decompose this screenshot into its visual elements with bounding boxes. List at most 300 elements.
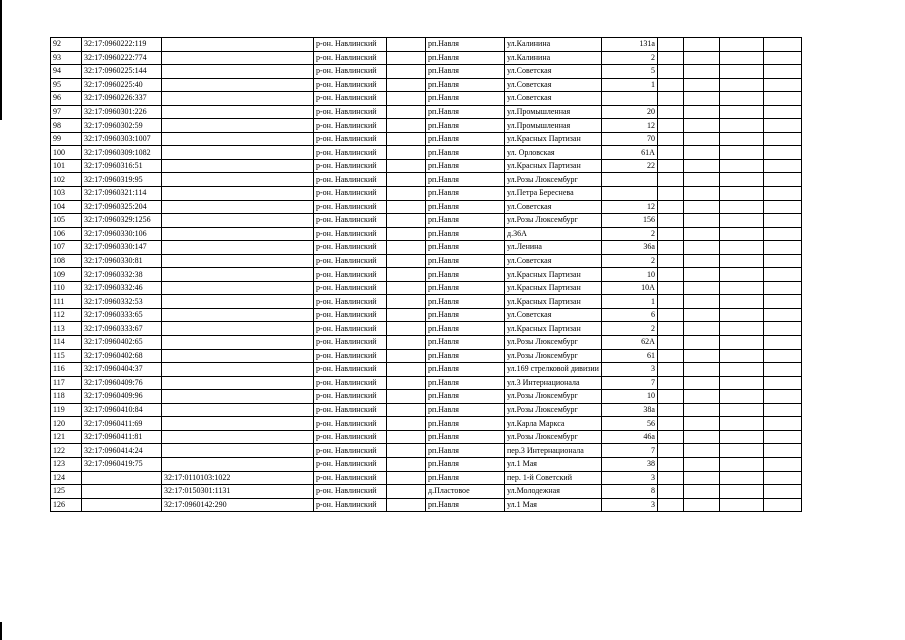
empty-cell bbox=[683, 132, 719, 146]
house-number-cell: 38 bbox=[601, 457, 657, 471]
house-number-cell: 2 bbox=[601, 254, 657, 268]
row-number-cell: 112 bbox=[51, 308, 82, 322]
row-number-cell: 114 bbox=[51, 336, 82, 350]
house-number-cell: 2 bbox=[601, 322, 657, 336]
house-number-cell: 6 bbox=[601, 308, 657, 322]
street-cell: ул. Орловская bbox=[505, 146, 602, 160]
empty-cell bbox=[683, 403, 719, 417]
empty-cell bbox=[657, 308, 683, 322]
district-cell: р-он. Навлинский bbox=[314, 363, 387, 377]
street-cell: ул.Советская bbox=[505, 254, 602, 268]
house-number-cell bbox=[601, 187, 657, 201]
empty-cell bbox=[683, 200, 719, 214]
row-number-cell: 109 bbox=[51, 268, 82, 282]
empty-cell bbox=[387, 38, 426, 52]
empty-cell bbox=[763, 119, 801, 133]
cadastral-number-alt-cell bbox=[162, 430, 314, 444]
empty-cell bbox=[683, 471, 719, 485]
table-row bbox=[51, 295, 802, 309]
empty-cell bbox=[683, 376, 719, 390]
empty-cell bbox=[657, 187, 683, 201]
empty-cell bbox=[387, 390, 426, 404]
row-number-cell: 110 bbox=[51, 281, 82, 295]
empty-cell bbox=[683, 254, 719, 268]
cadastral-number-cell: 32:17:0960409:76 bbox=[82, 376, 162, 390]
empty-cell bbox=[763, 403, 801, 417]
empty-cell bbox=[657, 403, 683, 417]
locality-cell: рп.Навля bbox=[426, 254, 505, 268]
empty-cell bbox=[683, 268, 719, 282]
locality-cell: рп.Навля bbox=[426, 390, 505, 404]
district-cell: р-он. Навлинский bbox=[314, 417, 387, 431]
district-cell: р-он. Навлинский bbox=[314, 38, 387, 52]
cadastral-number-alt-cell bbox=[162, 403, 314, 417]
street-cell: ул.Промышленная bbox=[505, 105, 602, 119]
district-cell: р-он. Навлинский bbox=[314, 457, 387, 471]
cadastral-number-cell: 32:17:0960414:24 bbox=[82, 444, 162, 458]
house-number-cell: 10 bbox=[601, 390, 657, 404]
street-cell: ул.Молодежная bbox=[505, 485, 602, 499]
empty-cell bbox=[763, 187, 801, 201]
row-number-cell: 121 bbox=[51, 430, 82, 444]
row-number-cell: 106 bbox=[51, 227, 82, 241]
table-row bbox=[51, 254, 802, 268]
cadastral-number-alt-cell bbox=[162, 376, 314, 390]
empty-cell bbox=[387, 254, 426, 268]
cadastral-number-cell: 32:17:0960332:38 bbox=[82, 268, 162, 282]
district-cell: р-он. Навлинский bbox=[314, 295, 387, 309]
cadastral-number-cell bbox=[82, 485, 162, 499]
empty-cell bbox=[763, 295, 801, 309]
cadastral-number-cell: 32:17:0960222:774 bbox=[82, 51, 162, 65]
house-number-cell: 36а bbox=[601, 241, 657, 255]
house-number-cell bbox=[601, 173, 657, 187]
cadastral-number-alt-cell bbox=[162, 65, 314, 79]
empty-cell bbox=[657, 200, 683, 214]
street-cell: ул.Розы Люксембург bbox=[505, 390, 602, 404]
empty-cell bbox=[683, 295, 719, 309]
empty-cell bbox=[387, 187, 426, 201]
empty-cell bbox=[719, 376, 763, 390]
locality-cell: рп.Навля bbox=[426, 376, 505, 390]
locality-cell: рп.Навля bbox=[426, 417, 505, 431]
table-row bbox=[51, 363, 802, 377]
house-number-cell: 70 bbox=[601, 132, 657, 146]
table-row bbox=[51, 65, 802, 79]
empty-cell bbox=[683, 119, 719, 133]
locality-cell: рп.Навля bbox=[426, 268, 505, 282]
empty-cell bbox=[683, 187, 719, 201]
empty-cell bbox=[719, 132, 763, 146]
empty-cell bbox=[763, 322, 801, 336]
locality-cell: рп.Навля bbox=[426, 308, 505, 322]
row-number-cell: 97 bbox=[51, 105, 82, 119]
house-number-cell: 12 bbox=[601, 119, 657, 133]
cadastral-number-alt-cell bbox=[162, 159, 314, 173]
row-number-cell: 113 bbox=[51, 322, 82, 336]
house-number-cell: 7 bbox=[601, 444, 657, 458]
street-cell: ул.Калинина bbox=[505, 38, 602, 52]
empty-cell bbox=[763, 498, 801, 512]
row-number-cell: 98 bbox=[51, 119, 82, 133]
row-number-cell: 99 bbox=[51, 132, 82, 146]
house-number-cell: 7 bbox=[601, 376, 657, 390]
table-row bbox=[51, 241, 802, 255]
cadastral-number-alt-cell bbox=[162, 308, 314, 322]
registry-table-body bbox=[51, 38, 802, 512]
empty-cell bbox=[683, 363, 719, 377]
locality-cell: рп.Навля bbox=[426, 444, 505, 458]
cadastral-number-alt-cell: 32:17:0110103:1022 bbox=[162, 471, 314, 485]
empty-cell bbox=[719, 51, 763, 65]
table-row bbox=[51, 200, 802, 214]
cadastral-number-alt-cell: 32:17:0150301:1131 bbox=[162, 485, 314, 499]
empty-cell bbox=[657, 349, 683, 363]
empty-cell bbox=[387, 119, 426, 133]
street-cell: ул.1 Мая bbox=[505, 457, 602, 471]
table-row bbox=[51, 444, 802, 458]
empty-cell bbox=[763, 390, 801, 404]
district-cell: р-он. Навлинский bbox=[314, 485, 387, 499]
empty-cell bbox=[683, 51, 719, 65]
cadastral-number-cell: 32:17:0960319:95 bbox=[82, 173, 162, 187]
registry-table bbox=[50, 37, 802, 512]
empty-cell bbox=[763, 92, 801, 106]
cadastral-number-cell: 32:17:0960325:204 bbox=[82, 200, 162, 214]
empty-cell bbox=[719, 200, 763, 214]
cadastral-number-alt-cell bbox=[162, 363, 314, 377]
table-row bbox=[51, 376, 802, 390]
district-cell: р-он. Навлинский bbox=[314, 173, 387, 187]
locality-cell: рп.Навля bbox=[426, 78, 505, 92]
locality-cell: рп.Навля bbox=[426, 132, 505, 146]
district-cell: р-он. Навлинский bbox=[314, 132, 387, 146]
empty-cell bbox=[683, 38, 719, 52]
street-cell: ул.Советская bbox=[505, 308, 602, 322]
street-cell: ул.Промышленная bbox=[505, 119, 602, 133]
table-row bbox=[51, 430, 802, 444]
empty-cell bbox=[657, 51, 683, 65]
cadastral-number-cell: 32:17:0960302:59 bbox=[82, 119, 162, 133]
house-number-cell: 2 bbox=[601, 227, 657, 241]
street-cell: ул.169 стрелковой дивизии bbox=[505, 363, 602, 377]
street-cell: ул.Ленина bbox=[505, 241, 602, 255]
empty-cell bbox=[683, 349, 719, 363]
empty-cell bbox=[763, 173, 801, 187]
table-row bbox=[51, 92, 802, 106]
empty-cell bbox=[683, 322, 719, 336]
locality-cell: рп.Навля bbox=[426, 457, 505, 471]
cadastral-number-alt-cell bbox=[162, 146, 314, 160]
empty-cell bbox=[683, 498, 719, 512]
house-number-cell bbox=[601, 92, 657, 106]
street-cell: ул.Калинина bbox=[505, 51, 602, 65]
empty-cell bbox=[683, 390, 719, 404]
empty-cell bbox=[683, 417, 719, 431]
cadastral-number-alt-cell bbox=[162, 38, 314, 52]
locality-cell: рп.Навля bbox=[426, 295, 505, 309]
cadastral-number-cell: 32:17:0960409:96 bbox=[82, 390, 162, 404]
house-number-cell: 62А bbox=[601, 336, 657, 350]
house-number-cell: 22 bbox=[601, 159, 657, 173]
empty-cell bbox=[719, 322, 763, 336]
empty-cell bbox=[387, 65, 426, 79]
district-cell: р-он. Навлинский bbox=[314, 308, 387, 322]
cadastral-number-cell bbox=[82, 498, 162, 512]
table-row bbox=[51, 498, 802, 512]
row-number-cell: 126 bbox=[51, 498, 82, 512]
cadastral-number-alt-cell bbox=[162, 78, 314, 92]
district-cell: р-он. Навлинский bbox=[314, 390, 387, 404]
row-number-cell: 104 bbox=[51, 200, 82, 214]
empty-cell bbox=[657, 363, 683, 377]
empty-cell bbox=[387, 403, 426, 417]
row-number-cell: 117 bbox=[51, 376, 82, 390]
empty-cell bbox=[719, 241, 763, 255]
cadastral-number-cell: 32:17:0960225:40 bbox=[82, 78, 162, 92]
locality-cell: рп.Навля bbox=[426, 146, 505, 160]
cadastral-number-cell: 32:17:0960330:81 bbox=[82, 254, 162, 268]
district-cell: р-он. Навлинский bbox=[314, 336, 387, 350]
empty-cell bbox=[657, 390, 683, 404]
empty-cell bbox=[719, 92, 763, 106]
empty-cell bbox=[387, 430, 426, 444]
district-cell: р-он. Навлинский bbox=[314, 92, 387, 106]
house-number-cell: 131а bbox=[601, 38, 657, 52]
cadastral-number-alt-cell bbox=[162, 268, 314, 282]
empty-cell bbox=[719, 485, 763, 499]
empty-cell bbox=[657, 268, 683, 282]
row-number-cell: 94 bbox=[51, 65, 82, 79]
empty-cell bbox=[387, 241, 426, 255]
empty-cell bbox=[763, 417, 801, 431]
empty-cell bbox=[657, 322, 683, 336]
empty-cell bbox=[683, 308, 719, 322]
locality-cell: рп.Навля bbox=[426, 471, 505, 485]
row-number-cell: 95 bbox=[51, 78, 82, 92]
row-number-cell: 119 bbox=[51, 403, 82, 417]
cadastral-number-cell: 32:17:0960330:147 bbox=[82, 241, 162, 255]
empty-cell bbox=[683, 214, 719, 228]
street-cell: ул.Красных Партизан bbox=[505, 132, 602, 146]
empty-cell bbox=[719, 444, 763, 458]
district-cell: р-он. Навлинский bbox=[314, 349, 387, 363]
cadastral-number-alt-cell bbox=[162, 281, 314, 295]
locality-cell: рп.Навля bbox=[426, 38, 505, 52]
empty-cell bbox=[657, 214, 683, 228]
street-cell: д.36А bbox=[505, 227, 602, 241]
locality-cell: рп.Навля bbox=[426, 227, 505, 241]
row-number-cell: 105 bbox=[51, 214, 82, 228]
empty-cell bbox=[763, 485, 801, 499]
house-number-cell: 12 bbox=[601, 200, 657, 214]
district-cell: р-он. Навлинский bbox=[314, 146, 387, 160]
street-cell: ул.Розы Люксембург bbox=[505, 336, 602, 350]
district-cell: р-он. Навлинский bbox=[314, 268, 387, 282]
cadastral-number-cell: 32:17:0960222:119 bbox=[82, 38, 162, 52]
district-cell: р-он. Навлинский bbox=[314, 241, 387, 255]
empty-cell bbox=[387, 105, 426, 119]
district-cell: р-он. Навлинский bbox=[314, 200, 387, 214]
row-number-cell: 124 bbox=[51, 471, 82, 485]
empty-cell bbox=[657, 119, 683, 133]
cadastral-number-alt-cell bbox=[162, 322, 314, 336]
locality-cell: рп.Навля bbox=[426, 92, 505, 106]
district-cell: р-он. Навлинский bbox=[314, 322, 387, 336]
street-cell: ул.Советская bbox=[505, 92, 602, 106]
row-number-cell: 123 bbox=[51, 457, 82, 471]
table-row bbox=[51, 146, 802, 160]
empty-cell bbox=[763, 254, 801, 268]
street-cell: ул.Петра Береснева bbox=[505, 187, 602, 201]
table-row bbox=[51, 349, 802, 363]
locality-cell: рп.Навля bbox=[426, 51, 505, 65]
cadastral-number-alt-cell bbox=[162, 227, 314, 241]
empty-cell bbox=[763, 349, 801, 363]
district-cell: р-он. Навлинский bbox=[314, 227, 387, 241]
house-number-cell: 61 bbox=[601, 349, 657, 363]
empty-cell bbox=[657, 105, 683, 119]
empty-cell bbox=[387, 336, 426, 350]
district-cell: р-он. Навлинский bbox=[314, 187, 387, 201]
locality-cell: рп.Навля bbox=[426, 159, 505, 173]
cadastral-number-alt-cell bbox=[162, 214, 314, 228]
empty-cell bbox=[763, 281, 801, 295]
district-cell: р-он. Навлинский bbox=[314, 78, 387, 92]
district-cell: р-он. Навлинский bbox=[314, 281, 387, 295]
empty-cell bbox=[657, 471, 683, 485]
empty-cell bbox=[657, 159, 683, 173]
empty-cell bbox=[763, 241, 801, 255]
empty-cell bbox=[657, 336, 683, 350]
locality-cell: рп.Навля bbox=[426, 187, 505, 201]
empty-cell bbox=[763, 336, 801, 350]
empty-cell bbox=[763, 363, 801, 377]
cadastral-number-cell: 32:17:0960321:114 bbox=[82, 187, 162, 201]
house-number-cell: 3 bbox=[601, 471, 657, 485]
empty-cell bbox=[657, 132, 683, 146]
empty-cell bbox=[763, 471, 801, 485]
house-number-cell: 20 bbox=[601, 105, 657, 119]
street-cell: пер. 1-й Советский bbox=[505, 471, 602, 485]
cadastral-number-alt-cell bbox=[162, 457, 314, 471]
empty-cell bbox=[387, 51, 426, 65]
empty-cell bbox=[683, 281, 719, 295]
empty-cell bbox=[683, 430, 719, 444]
table-row bbox=[51, 227, 802, 241]
empty-cell bbox=[683, 159, 719, 173]
street-cell: ул.Розы Люксембург bbox=[505, 403, 602, 417]
cadastral-number-alt-cell bbox=[162, 349, 314, 363]
table-row bbox=[51, 485, 802, 499]
table-row bbox=[51, 417, 802, 431]
empty-cell bbox=[719, 268, 763, 282]
district-cell: р-он. Навлинский bbox=[314, 51, 387, 65]
cadastral-number-cell: 32:17:0960316:51 bbox=[82, 159, 162, 173]
empty-cell bbox=[683, 78, 719, 92]
cadastral-number-cell bbox=[82, 471, 162, 485]
house-number-cell: 56 bbox=[601, 417, 657, 431]
house-number-cell: 3 bbox=[601, 498, 657, 512]
house-number-cell: 46а bbox=[601, 430, 657, 444]
row-number-cell: 111 bbox=[51, 295, 82, 309]
empty-cell bbox=[719, 105, 763, 119]
row-number-cell: 96 bbox=[51, 92, 82, 106]
table-row bbox=[51, 336, 802, 350]
house-number-cell: 61А bbox=[601, 146, 657, 160]
district-cell: р-он. Навлинский bbox=[314, 159, 387, 173]
empty-cell bbox=[763, 146, 801, 160]
empty-cell bbox=[387, 132, 426, 146]
empty-cell bbox=[387, 444, 426, 458]
empty-cell bbox=[719, 78, 763, 92]
table-row bbox=[51, 281, 802, 295]
house-number-cell: 1 bbox=[601, 78, 657, 92]
empty-cell bbox=[683, 444, 719, 458]
empty-cell bbox=[719, 187, 763, 201]
empty-cell bbox=[719, 65, 763, 79]
cadastral-number-alt-cell bbox=[162, 390, 314, 404]
street-cell: ул.Красных Партизан bbox=[505, 268, 602, 282]
empty-cell bbox=[683, 92, 719, 106]
locality-cell: рп.Навля bbox=[426, 241, 505, 255]
empty-cell bbox=[719, 363, 763, 377]
cadastral-number-alt-cell bbox=[162, 92, 314, 106]
left-edge-mark-bottom bbox=[0, 622, 2, 640]
house-number-cell: 156 bbox=[601, 214, 657, 228]
empty-cell bbox=[387, 417, 426, 431]
row-number-cell: 115 bbox=[51, 349, 82, 363]
row-number-cell: 107 bbox=[51, 241, 82, 255]
empty-cell bbox=[763, 457, 801, 471]
street-cell: ул.Красных Партизан bbox=[505, 159, 602, 173]
house-number-cell: 3 bbox=[601, 363, 657, 377]
street-cell: ул.Розы Люксембург bbox=[505, 430, 602, 444]
district-cell: р-он. Навлинский bbox=[314, 471, 387, 485]
cadastral-number-cell: 32:17:0960332:46 bbox=[82, 281, 162, 295]
empty-cell bbox=[387, 349, 426, 363]
empty-cell bbox=[387, 281, 426, 295]
cadastral-number-alt-cell bbox=[162, 241, 314, 255]
empty-cell bbox=[683, 457, 719, 471]
empty-cell bbox=[657, 173, 683, 187]
empty-cell bbox=[763, 227, 801, 241]
cadastral-number-cell: 32:17:0960333:65 bbox=[82, 308, 162, 322]
cadastral-number-alt-cell bbox=[162, 295, 314, 309]
street-cell: ул.Советская bbox=[505, 65, 602, 79]
empty-cell bbox=[763, 430, 801, 444]
empty-cell bbox=[657, 417, 683, 431]
table-row bbox=[51, 105, 802, 119]
locality-cell: рп.Навля bbox=[426, 173, 505, 187]
street-cell: ул.Советская bbox=[505, 200, 602, 214]
empty-cell bbox=[657, 498, 683, 512]
row-number-cell: 100 bbox=[51, 146, 82, 160]
cadastral-number-cell: 32:17:0960402:65 bbox=[82, 336, 162, 350]
row-number-cell: 92 bbox=[51, 38, 82, 52]
empty-cell bbox=[657, 227, 683, 241]
empty-cell bbox=[763, 376, 801, 390]
cadastral-number-alt-cell bbox=[162, 200, 314, 214]
empty-cell bbox=[657, 430, 683, 444]
empty-cell bbox=[657, 376, 683, 390]
table-row bbox=[51, 403, 802, 417]
empty-cell bbox=[387, 200, 426, 214]
row-number-cell: 125 bbox=[51, 485, 82, 499]
cadastral-number-alt-cell bbox=[162, 444, 314, 458]
cadastral-number-alt-cell bbox=[162, 105, 314, 119]
district-cell: р-он. Навлинский bbox=[314, 444, 387, 458]
